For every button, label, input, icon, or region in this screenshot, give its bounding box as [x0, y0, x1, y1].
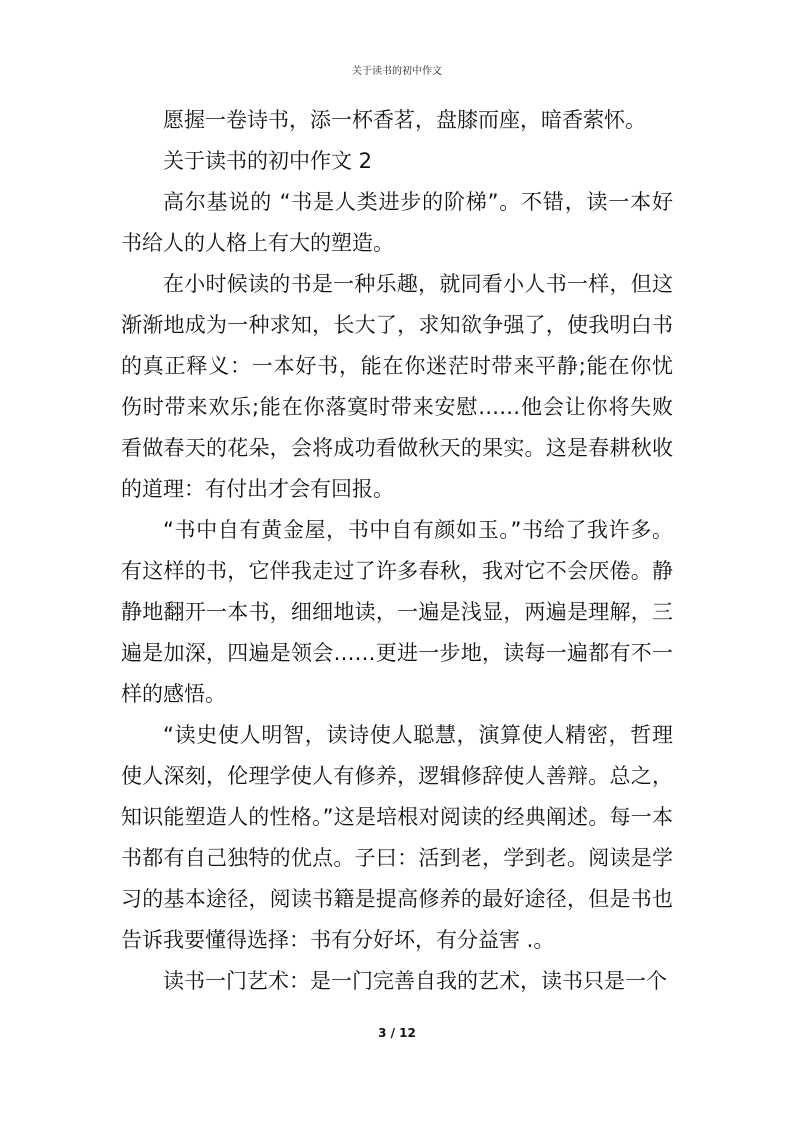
document-body: [121, 100, 673, 1002]
paragraph: 读书一门艺术：是一门完善自我的艺术，读书只是一个: [163, 969, 667, 993]
section-heading: 关于读书的初中作文 2: [163, 149, 373, 173]
paragraph: 在小时候读的书是一种乐趣，就同看小人书一样，但这渐渐地成为一种求知，长大了，求知欲争强了，使我明白书的真正释义：一本好书，能在你迷茫时带来平静;能在你忧伤时带来欢乐;能在你落寞时带来安慰……他会让你将失败看做春天的花朵，会将成功看做秋天的果实。这是春耕秋收的道理：有付出才会有回报。: [121, 272, 673, 501]
paragraph: “读史使人明智，读诗使人聪慧，演算使人精密，哲理使人深刻，伦理学使人有修养，逻辑修辞使人善辩。总之，知识能塑造人的性格。”这是培根对阅读的经典阐述。每一本书都有自己独特的优点。子曰：活到老，学到老。阅读是学习的基本途径，阅读书籍是提高修养的最好途径，但是书也告诉我要懂得选择：书有分好坏，有分益害 .。: [121, 723, 673, 952]
page-header: 关于读书的初中作文: [352, 66, 442, 77]
page-number: 3 / 12: [378, 1026, 416, 1040]
paragraph: 愿握一卷诗书，添一杯香茗，盘膝而座，暗香萦怀。: [163, 108, 646, 132]
paragraph: 高尔基说的 “书是人类进步的阶梯”。不错，读一本好书给人的人格上有大的塑造。: [121, 190, 673, 255]
paragraph: “书中自有黄金屋，书中自有颜如玉。”书给了我许多。有这样的书，它伴我走过了许多春秋，我对它不会厌倦。静静地翻开一本书，细细地读，一遍是浅显，两遍是理解，三遍是加深，四遍是领会……更进一步地，读每一遍都有不一样的感悟。: [121, 518, 673, 706]
